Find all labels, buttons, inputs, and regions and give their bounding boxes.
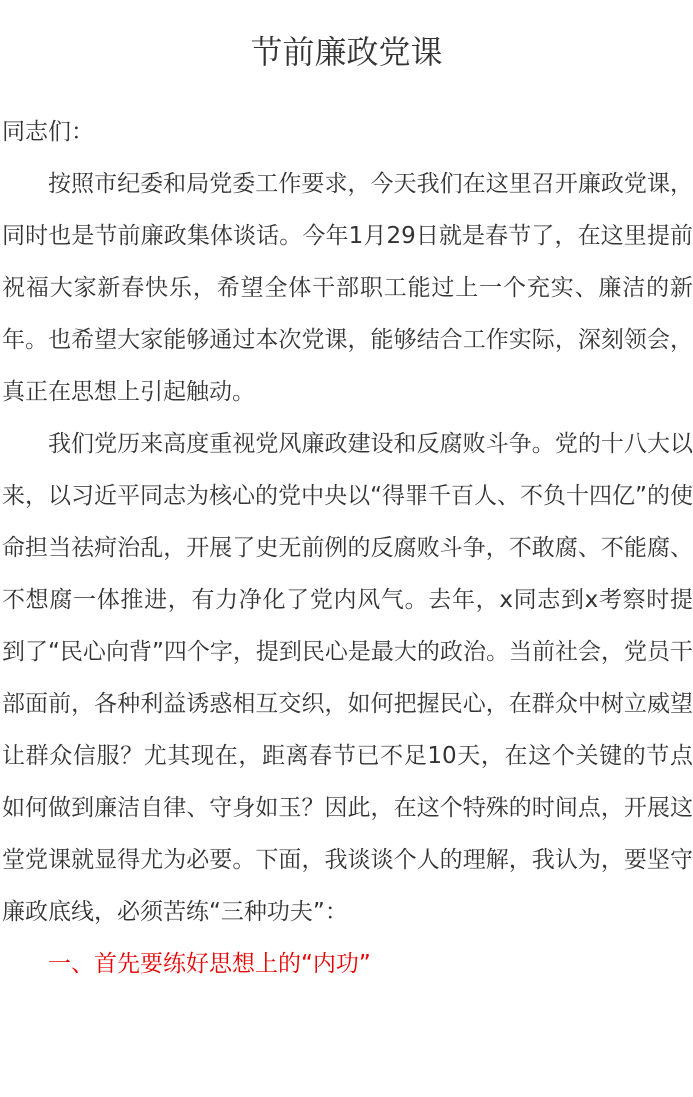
salutation: 同志们：: [2, 119, 94, 145]
paragraph-intro: 按照市纪委和局党委工作要求，今天我们在这里召开廉政党课，同时也是节前廉政集体谈话。今年1月29日就是春节了，在这里提前祝福大家新春快乐，希望全体干部职工能过上一个充实、廉洁的新年。也希望大家能够通过本次党课，能够结合工作实际，深刻领会，真正在思想上引起触动。: [2, 171, 693, 405]
section-heading: 一、首先要练好思想上的“内功”: [48, 951, 371, 977]
paragraph-background: 我们党历来高度重视党风廉政建设和反腐败斗争。党的十八大以来，以习近平同志为核心的党中央以“得罪千百人、不负十四亿”的使命担当祛疴治乱，开展了史无前例的反腐败斗争，不敢腐、不能腐、不想腐一体推进，有力净化了党内风气。去年，x同志到x考察时提到了“民心向背”四个字，提到民心是最大的政治。当前社会，党员干部面前，各种利益诱惑相互交织，如何把握民心，在群众中树立威望让群众信服？尤其现在，距离春节已不足10天，在这个关键的节点如何做到廉洁自律、守身如玉？因此，在这个特殊的时间点，开展这堂党课就显得尤为必要。下面，我谈谈个人的理解，我认为，要坚守廉政底线，必须苦练“三种功夫”：: [2, 431, 693, 925]
document-body: [2, 106, 693, 990]
document-title: 节前廉政党课: [250, 33, 443, 71]
